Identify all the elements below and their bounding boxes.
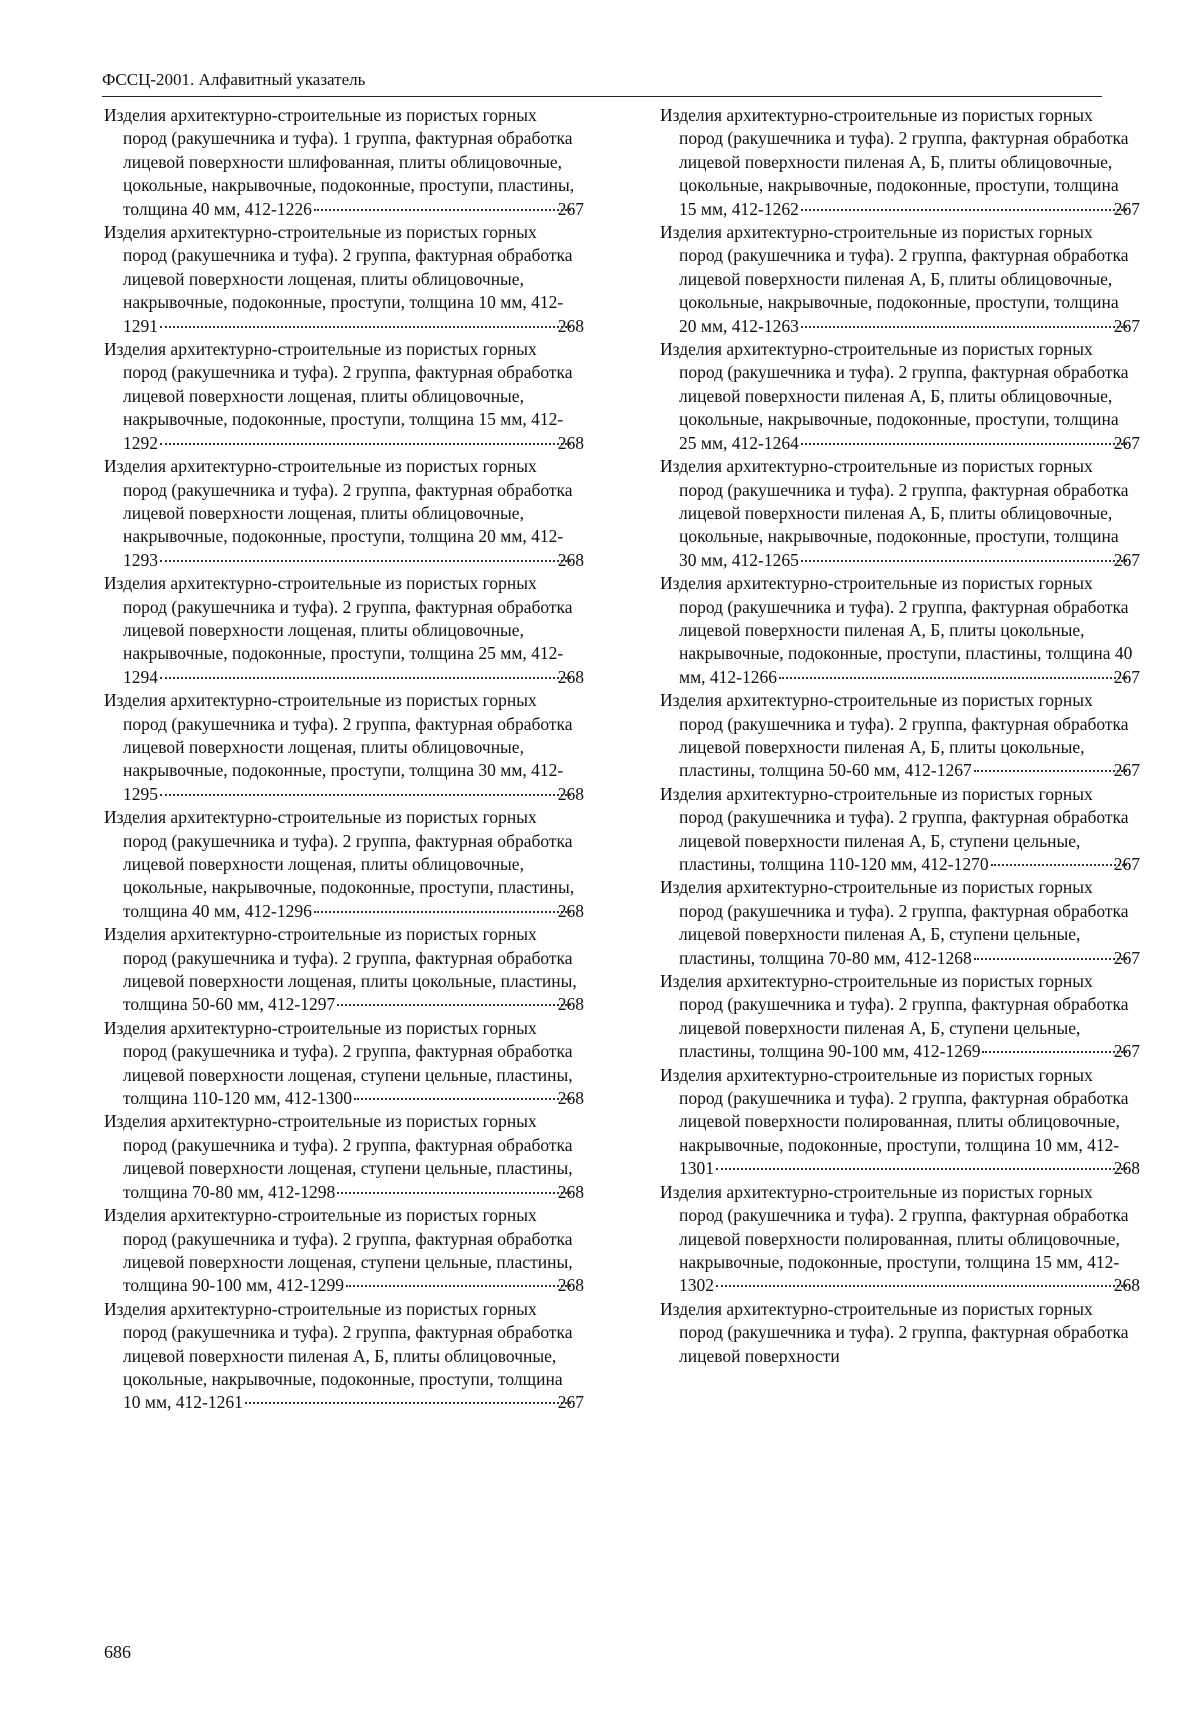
index-entry-text: Изделия архитектурно-строительные из пористых горных пород (ракушечника и туфа). 2 группа, фактурная обработка лицевой поверхности пиленая А, Б, плиты облицовочные, цокольные, накрывочные, подоконные, проступи, толщина 15 мм, 412-1262 xyxy=(660,105,1129,219)
running-header xyxy=(102,68,1102,97)
index-entry-page: 268 xyxy=(557,900,584,921)
index-entry xyxy=(104,572,584,689)
index-entry-text: Изделия архитектурно-строительные из пористых горных пород (ракушечника и туфа). 2 группа, фактурная обработка лицевой поверхности лощеная, плиты облицовочные, накрывочные, подоконные, проступи, толщина 20 мм, 412-1293 xyxy=(104,456,573,570)
index-entry-text: Изделия архитектурно-строительные из пористых горных пород (ракушечника и туфа). 2 группа, фактурная обработка лицевой поверхности пиленая А, Б, ступени цельные, пластины, толщина 70-80 мм, 412-1268 xyxy=(660,877,1129,968)
index-entry xyxy=(660,1064,1140,1181)
index-entry-text: Изделия архитектурно-строительные из пористых горных пород (ракушечника и туфа). 2 группа, фактурная обработка лицевой поверхности полированная, плиты облицовочные, накрывочные, подоконные, проступи, толщина 10 мм, 412-1301 xyxy=(660,1064,1129,1179)
index-entry-line xyxy=(104,338,584,455)
index-entry-page: 268 xyxy=(557,666,584,687)
dot-leader xyxy=(801,208,1127,211)
dot-leader xyxy=(346,1284,571,1287)
index-entry xyxy=(104,1110,584,1204)
index-entry-line xyxy=(104,1017,584,1111)
index-entry-page: 268 xyxy=(557,1275,584,1296)
index-entry-line xyxy=(104,806,584,923)
index-entry-text: Изделия архитектурно-строительные из пористых горных пород (ракушечника и туфа). 2 группа, фактурная обработка лицевой поверхности пиленая А, Б, плиты цокольные, накрывочные, подоконные, проступи, пластины, толщина 40 мм, 412-1266 xyxy=(660,573,1133,687)
dot-leader xyxy=(314,910,571,913)
dot-leader xyxy=(801,442,1127,445)
dot-leader xyxy=(337,1191,571,1194)
index-entry-line xyxy=(660,338,1140,455)
index-entry xyxy=(660,455,1140,572)
index-entry-text: Изделия архитектурно-строительные из пористых горных пород (ракушечника и туфа). 2 группа, фактурная обработка лицевой поверхности пиленая А, Б, плиты облицовочные, цокольные, накрывочные, подоконные, проступи, толщина 25 мм, 412-1264 xyxy=(660,339,1129,453)
index-entry-page: 267 xyxy=(1113,432,1140,453)
index-entry-line xyxy=(104,689,584,806)
index-entry-line xyxy=(104,104,584,221)
dot-leader xyxy=(160,559,571,562)
index-entry xyxy=(104,338,584,455)
index-entry-page: 268 xyxy=(557,1088,584,1109)
index-entry-text: Изделия архитектурно-строительные из пористых горных пород (ракушечника и туфа). 2 группа, фактурная обработка лицевой поверхности пиленая А, Б, плиты облицовочные, цокольные, накрывочные, подоконные, проступи, толщина 10 мм, 412-1261 xyxy=(104,1298,573,1413)
index-entry xyxy=(660,221,1140,338)
dot-leader xyxy=(779,676,1127,679)
index-entry-line xyxy=(660,104,1140,221)
dot-leader xyxy=(974,769,1127,772)
index-entry-page: 267 xyxy=(1113,549,1140,570)
dot-leader xyxy=(354,1097,571,1100)
dot-leader xyxy=(801,559,1127,562)
index-entry xyxy=(104,1017,584,1111)
index-entry-text: Изделия архитектурно-строительные из пористых горных пород (ракушечника и туфа). 2 группа, фактурная обработка лицевой поверхности лощеная, плиты облицовочные, накрывочные, подоконные, проступи, толщина 15 мм, 412-1292 xyxy=(104,339,573,453)
index-entry-text: Изделия архитектурно-строительные из пористых горных пород (ракушечника и туфа). 2 группа, фактурная обработка лицевой поверхности лощеная, плиты облицовочные, накрывочные, подоконные, проступи, толщина 30 мм, 412-1295 xyxy=(104,690,573,804)
dot-leader xyxy=(314,208,571,211)
index-entry-line xyxy=(660,1181,1140,1298)
index-entry-text: Изделия архитектурно-строительные из пористых горных пород (ракушечника и туфа). 2 группа, фактурная обработка лицевой поверхности xyxy=(660,1298,1129,1366)
dot-leader xyxy=(974,957,1127,960)
index-entry-text: Изделия архитектурно-строительные из пористых горных пород (ракушечника и туфа). 2 группа, фактурная обработка лицевой поверхности лощеная, плиты облицовочные, цокольные, накрывочные, подоконные, проступи, пластины, толщина 40 мм, 412-1296 xyxy=(104,807,575,921)
index-entry xyxy=(660,104,1140,221)
index-entry xyxy=(660,338,1140,455)
index-entry-line xyxy=(104,455,584,572)
index-entry-page: 268 xyxy=(1113,1158,1140,1179)
index-entry-text: Изделия архитектурно-строительные из пористых горных пород (ракушечника и туфа). 2 группа, фактурная обработка лицевой поверхности полированная, плиты облицовочные, накрывочные, подоконные, проступи, толщина 15 мм, 412-1302 xyxy=(660,1181,1129,1296)
index-entry-text: Изделия архитектурно-строительные из пористых горных пород (ракушечника и туфа). 2 группа, фактурная обработка лицевой поверхности лощеная, ступени цельные, пластины, толщина 90-100 мм, 412-1299 xyxy=(104,1205,573,1296)
index-entry-text: Изделия архитектурно-строительные из пористых горных пород (ракушечника и туфа). 2 группа, фактурная обработка лицевой поверхности пиленая А, Б, ступени цельные, пластины, толщина 110-120 мм, 412-1270 xyxy=(660,783,1129,874)
index-entry-page: 267 xyxy=(1113,666,1140,687)
index-column-left xyxy=(104,104,584,1415)
index-column-right xyxy=(660,104,1140,1368)
index-entry xyxy=(660,1298,1140,1368)
index-entry-line xyxy=(104,1298,584,1415)
index-entry-text: Изделия архитектурно-строительные из пористых горных пород (ракушечника и туфа). 2 группа, фактурная обработка лицевой поверхности лощеная, плиты цокольные, пластины, толщина 50-60 мм, 412-1297 xyxy=(104,924,577,1015)
index-entry-line xyxy=(104,923,584,1017)
page-number: 686 xyxy=(104,1642,131,1662)
index-entry xyxy=(104,923,584,1017)
index-entry-line xyxy=(104,572,584,689)
index-entry-page: 268 xyxy=(557,783,584,804)
index-entry xyxy=(660,1181,1140,1298)
index-entry-page: 267 xyxy=(1113,760,1140,781)
index-entry-line xyxy=(660,455,1140,572)
index-entry-text: Изделия архитектурно-строительные из пористых горных пород (ракушечника и туфа). 2 группа, фактурная обработка лицевой поверхности лощеная, плиты облицовочные, накрывочные, подоконные, проступи, толщина 25 мм, 412-1294 xyxy=(104,573,573,687)
dot-leader xyxy=(982,1050,1126,1053)
index-entry-line xyxy=(104,1110,584,1204)
index-entry xyxy=(104,104,584,221)
index-entry-page: 268 xyxy=(557,1181,584,1202)
index-entry xyxy=(660,572,1140,689)
dot-leader xyxy=(716,1284,1127,1287)
index-entry-line xyxy=(660,221,1140,338)
index-entry-page: 268 xyxy=(1113,1275,1140,1296)
index-entry xyxy=(104,1298,584,1415)
index-entry xyxy=(104,221,584,338)
index-entry-line xyxy=(660,689,1140,783)
index-entry-text: Изделия архитектурно-строительные из пористых горных пород (ракушечника и туфа). 2 группа, фактурная обработка лицевой поверхности пиленая А, Б, плиты цокольные, пластины, толщина 50-60 мм, 412-1267 xyxy=(660,690,1129,781)
dot-leader xyxy=(160,793,571,796)
dot-leader xyxy=(991,863,1127,866)
index-entry-text: Изделия архитектурно-строительные из пористых горных пород (ракушечника и туфа). 1 группа, фактурная обработка лицевой поверхности шлифованная, плиты облицовочные, цокольные, накрывочные, подоконные, проступи, пластины, толщина 40 мм, 412-1226 xyxy=(104,105,575,219)
index-entry-page: 268 xyxy=(557,994,584,1015)
index-entry-page: 267 xyxy=(1113,947,1140,968)
dot-leader xyxy=(337,1003,571,1006)
index-entry-line xyxy=(660,1298,1140,1368)
index-entry-line xyxy=(104,1204,584,1298)
header-title: ФССЦ-2001. Алфавитный указатель xyxy=(102,70,366,89)
index-entry-page: 267 xyxy=(557,198,584,219)
index-entry-page: 267 xyxy=(1113,1041,1140,1062)
dot-leader xyxy=(245,1401,571,1404)
index-entry-page: 267 xyxy=(1113,198,1140,219)
index-entry xyxy=(660,876,1140,970)
index-entry-line xyxy=(660,1064,1140,1181)
index-entry xyxy=(104,455,584,572)
index-entry-page: 268 xyxy=(557,315,584,336)
index-entry-text: Изделия архитектурно-строительные из пористых горных пород (ракушечника и туфа). 2 группа, фактурная обработка лицевой поверхности лощеная, плиты облицовочные, накрывочные, подоконные, проступи, толщина 10 мм, 412-1291 xyxy=(104,222,573,336)
index-entry-page: 267 xyxy=(1113,315,1140,336)
index-entry-page: 267 xyxy=(557,1392,584,1413)
index-entry-text: Изделия архитектурно-строительные из пористых горных пород (ракушечника и туфа). 2 группа, фактурная обработка лицевой поверхности пиленая А, Б, плиты облицовочные, цокольные, накрывочные, подоконные, проступи, толщина 30 мм, 412-1265 xyxy=(660,456,1129,570)
index-entry-page: 267 xyxy=(1113,854,1140,874)
index-entry-line xyxy=(104,221,584,338)
dot-leader xyxy=(716,1167,1127,1170)
dot-leader xyxy=(160,442,571,445)
index-entry-text: Изделия архитектурно-строительные из пористых горных пород (ракушечника и туфа). 2 группа, фактурная обработка лицевой поверхности лощеная, ступени цельные, пластины, толщина 110-120 мм, 412-1300 xyxy=(104,1017,573,1109)
index-entry xyxy=(104,806,584,923)
index-entry-line xyxy=(660,876,1140,970)
dot-leader xyxy=(801,325,1127,328)
index-entry-text: Изделия архитектурно-строительные из пористых горных пород (ракушечника и туфа). 2 группа, фактурная обработка лицевой поверхности лощеная, ступени цельные, пластины, толщина 70-80 мм, 412-1298 xyxy=(104,1111,573,1202)
index-entry xyxy=(104,1204,584,1298)
index-entry xyxy=(660,689,1140,783)
dot-leader xyxy=(160,676,571,679)
index-entry-page: 268 xyxy=(557,549,584,570)
index-entry xyxy=(104,689,584,806)
dot-leader xyxy=(160,325,571,328)
index-entry-text: Изделия архитектурно-строительные из пористых горных пород (ракушечника и туфа). 2 группа, фактурная обработка лицевой поверхности пиленая А, Б, плиты облицовочные, цокольные, накрывочные, подоконные, проступи, толщина 20 мм, 412-1263 xyxy=(660,222,1129,336)
index-entry-line xyxy=(660,783,1140,877)
index-entry-page: 268 xyxy=(557,432,584,453)
index-entry-line xyxy=(660,970,1140,1064)
index-entry xyxy=(660,970,1140,1064)
index-entry-text: Изделия архитектурно-строительные из пористых горных пород (ракушечника и туфа). 2 группа, фактурная обработка лицевой поверхности пиленая А, Б, ступени цельные, пластины, толщина 90-100 мм, 412-1269 xyxy=(660,971,1129,1062)
index-entry-line xyxy=(660,572,1140,689)
index-entry xyxy=(660,783,1140,877)
